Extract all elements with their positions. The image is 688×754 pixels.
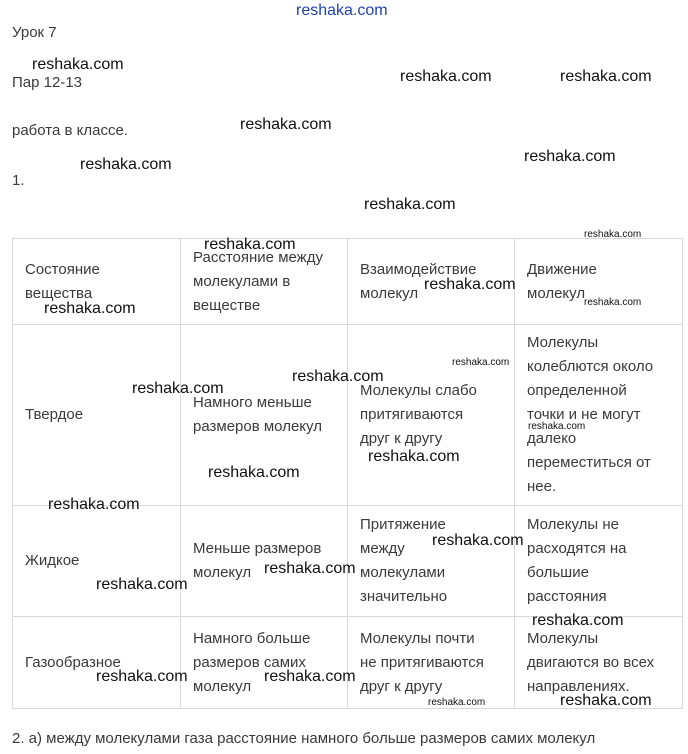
table-cell: Жидкое <box>13 506 181 617</box>
table-cell: Меньше размеров молекул <box>181 506 348 617</box>
watermark-top: reshaka.com <box>296 2 388 19</box>
lesson-title: Урок 7 <box>12 24 57 41</box>
watermark: reshaka.com <box>204 236 296 253</box>
watermark: reshaka.com <box>452 357 510 368</box>
table-cell: Молекулы колеблются около определенной точки и не могут далеко переместиться от нее. <box>515 325 683 506</box>
watermark: reshaka.com <box>532 612 624 629</box>
table-cell: Молекулы не расходятся на большие расстояния <box>515 506 683 617</box>
watermark: reshaka.com <box>584 297 642 308</box>
watermark: reshaka.com <box>96 576 188 593</box>
table-header-cell: Взаимодействие молекул <box>348 239 515 325</box>
watermark: reshaka.com <box>560 68 652 85</box>
watermark: reshaka.com <box>524 148 616 165</box>
watermark: reshaka.com <box>80 156 172 173</box>
watermark: reshaka.com <box>96 668 188 685</box>
watermark: reshaka.com <box>424 276 516 293</box>
watermark: reshaka.com <box>264 560 356 577</box>
table-cell: Молекулы слабо притягиваются друг к другу <box>348 325 515 506</box>
watermark: reshaka.com <box>584 229 642 240</box>
table-cell: Намного больше размеров самих молекул <box>181 617 348 709</box>
watermark: reshaka.com <box>48 496 140 513</box>
watermark: reshaka.com <box>292 368 384 385</box>
watermark: reshaka.com <box>528 421 586 432</box>
table-cell: Молекулы почти не притягиваются друг к другу <box>348 617 515 709</box>
table-cell: Молекулы двигаются во всех направлениях. <box>515 617 683 709</box>
table-header-cell: Движение молекул <box>515 239 683 325</box>
table-cell: Твердое <box>13 325 181 506</box>
watermark: reshaka.com <box>400 68 492 85</box>
watermark: reshaka.com <box>132 380 224 397</box>
item-1-number: 1. <box>12 172 25 189</box>
table-row-solid <box>13 325 683 506</box>
item-2-text: 2. а) между молекулами газа расстояние намного больше размеров самих молекул <box>12 730 596 747</box>
watermark: reshaka.com <box>432 532 524 549</box>
watermark: reshaka.com <box>264 668 356 685</box>
table-cell: Намного меньше размеров молекул <box>181 325 348 506</box>
paragraph-ref: Пар 12-13 <box>12 74 82 91</box>
watermark: reshaka.com <box>364 196 456 213</box>
watermark: reshaka.com <box>560 692 652 709</box>
table-cell: Газообразное <box>13 617 181 709</box>
watermark: reshaka.com <box>32 56 124 73</box>
watermark: reshaka.com <box>208 464 300 481</box>
watermark: reshaka.com <box>240 116 332 133</box>
table-cell: Притяжение между молекулами значительно <box>348 506 515 617</box>
table-header-cell: Состояние вещества <box>13 239 181 325</box>
watermark: reshaka.com <box>368 448 460 465</box>
section-label: работа в классе. <box>12 122 128 139</box>
watermark: reshaka.com <box>44 300 136 317</box>
table-header-cell: Расстояние между молекулами в веществе <box>181 239 348 325</box>
watermark: reshaka.com <box>428 697 486 708</box>
